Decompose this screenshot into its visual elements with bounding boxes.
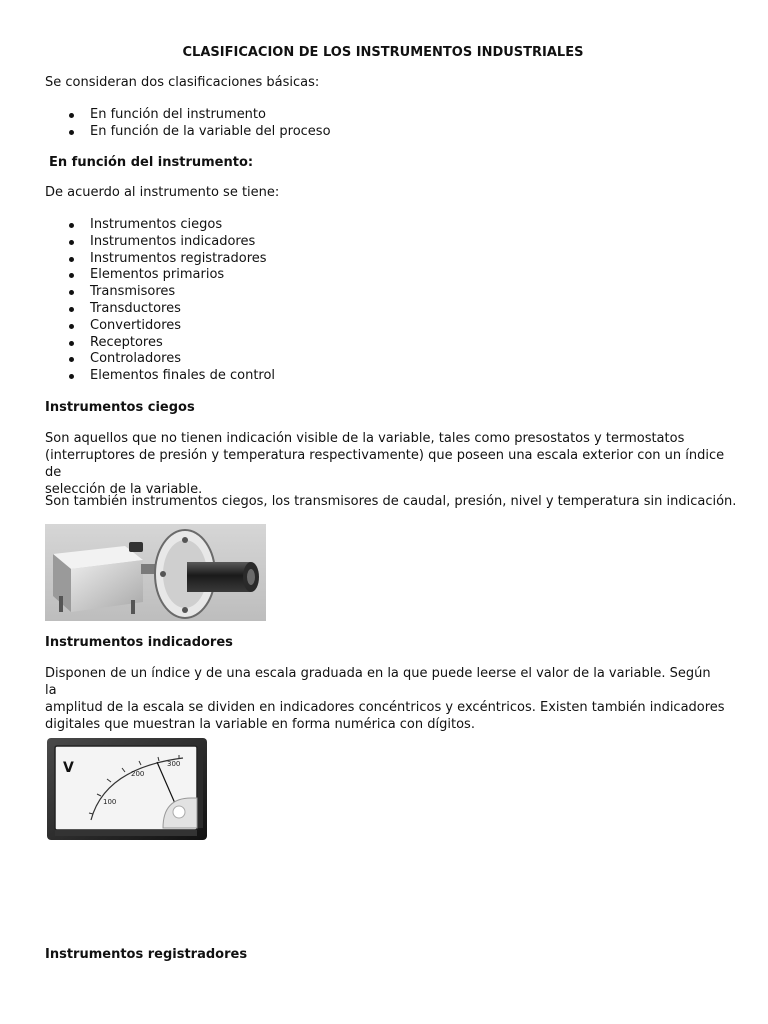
heading-indicator-instruments: Instrumentos indicadores — [45, 635, 233, 650]
list-item: En función del instrumento — [45, 107, 331, 124]
section-heading-instrument: En función del instrumento: — [49, 155, 254, 170]
list-item: Instrumentos registradores — [45, 251, 275, 268]
voltmeter-photo — [45, 734, 211, 844]
section-intro: De acuerdo al instrumento se tiene: — [45, 185, 280, 200]
heading-recorder-instruments: Instrumentos registradores — [45, 947, 248, 962]
list-item: Elementos finales de control — [45, 368, 275, 385]
list-item: Instrumentos indicadores — [45, 234, 275, 251]
list-item: Elementos primarios — [45, 267, 275, 284]
document-title: CLASIFICACION DE LOS INSTRUMENTOS INDUSTRIALES — [182, 45, 584, 60]
classification-list — [45, 107, 331, 141]
list-item: Instrumentos ciegos — [45, 217, 275, 234]
instrument-types-list — [45, 217, 275, 385]
paragraph-blind-2: Son también instrumentos ciegos, los transmisores de caudal, presión, nivel y temperatura sin indicación. — [45, 494, 737, 509]
paragraph-blind-1: Son aquellos que no tienen indicación visible de la variable, tales como presostatos y termostatos (interruptores de presión y temperatura respectivamente) que poseen una escala exterior con un índice de selección de la variable. — [45, 431, 725, 497]
heading-blind-instruments: Instrumentos ciegos — [45, 400, 195, 415]
blind-instrument-photo — [45, 524, 266, 621]
meter-unit-label: V — [63, 760, 74, 776]
list-item: En función de la variable del proceso — [45, 124, 331, 141]
list-item: Receptores — [45, 335, 275, 352]
intro-text: Se consideran dos clasificaciones básicas: — [45, 75, 320, 90]
list-item: Transmisores — [45, 284, 275, 301]
meter-tick-label: 100 — [103, 798, 117, 806]
list-item: Transductores — [45, 301, 275, 318]
meter-tick-label: 200 — [131, 770, 145, 778]
paragraph-indicators: Disponen de un índice y de una escala graduada en la que puede leerse el valor de la variable. Según la amplitud de la escala se dividen en indicadores concéntricos y excéntricos. Existen también indicadores digitales que muestran la variable en forma numérica con dígitos. — [45, 666, 725, 732]
meter-tick-label: 300 — [167, 760, 181, 768]
list-item: Convertidores — [45, 318, 275, 335]
list-item: Controladores — [45, 351, 275, 368]
